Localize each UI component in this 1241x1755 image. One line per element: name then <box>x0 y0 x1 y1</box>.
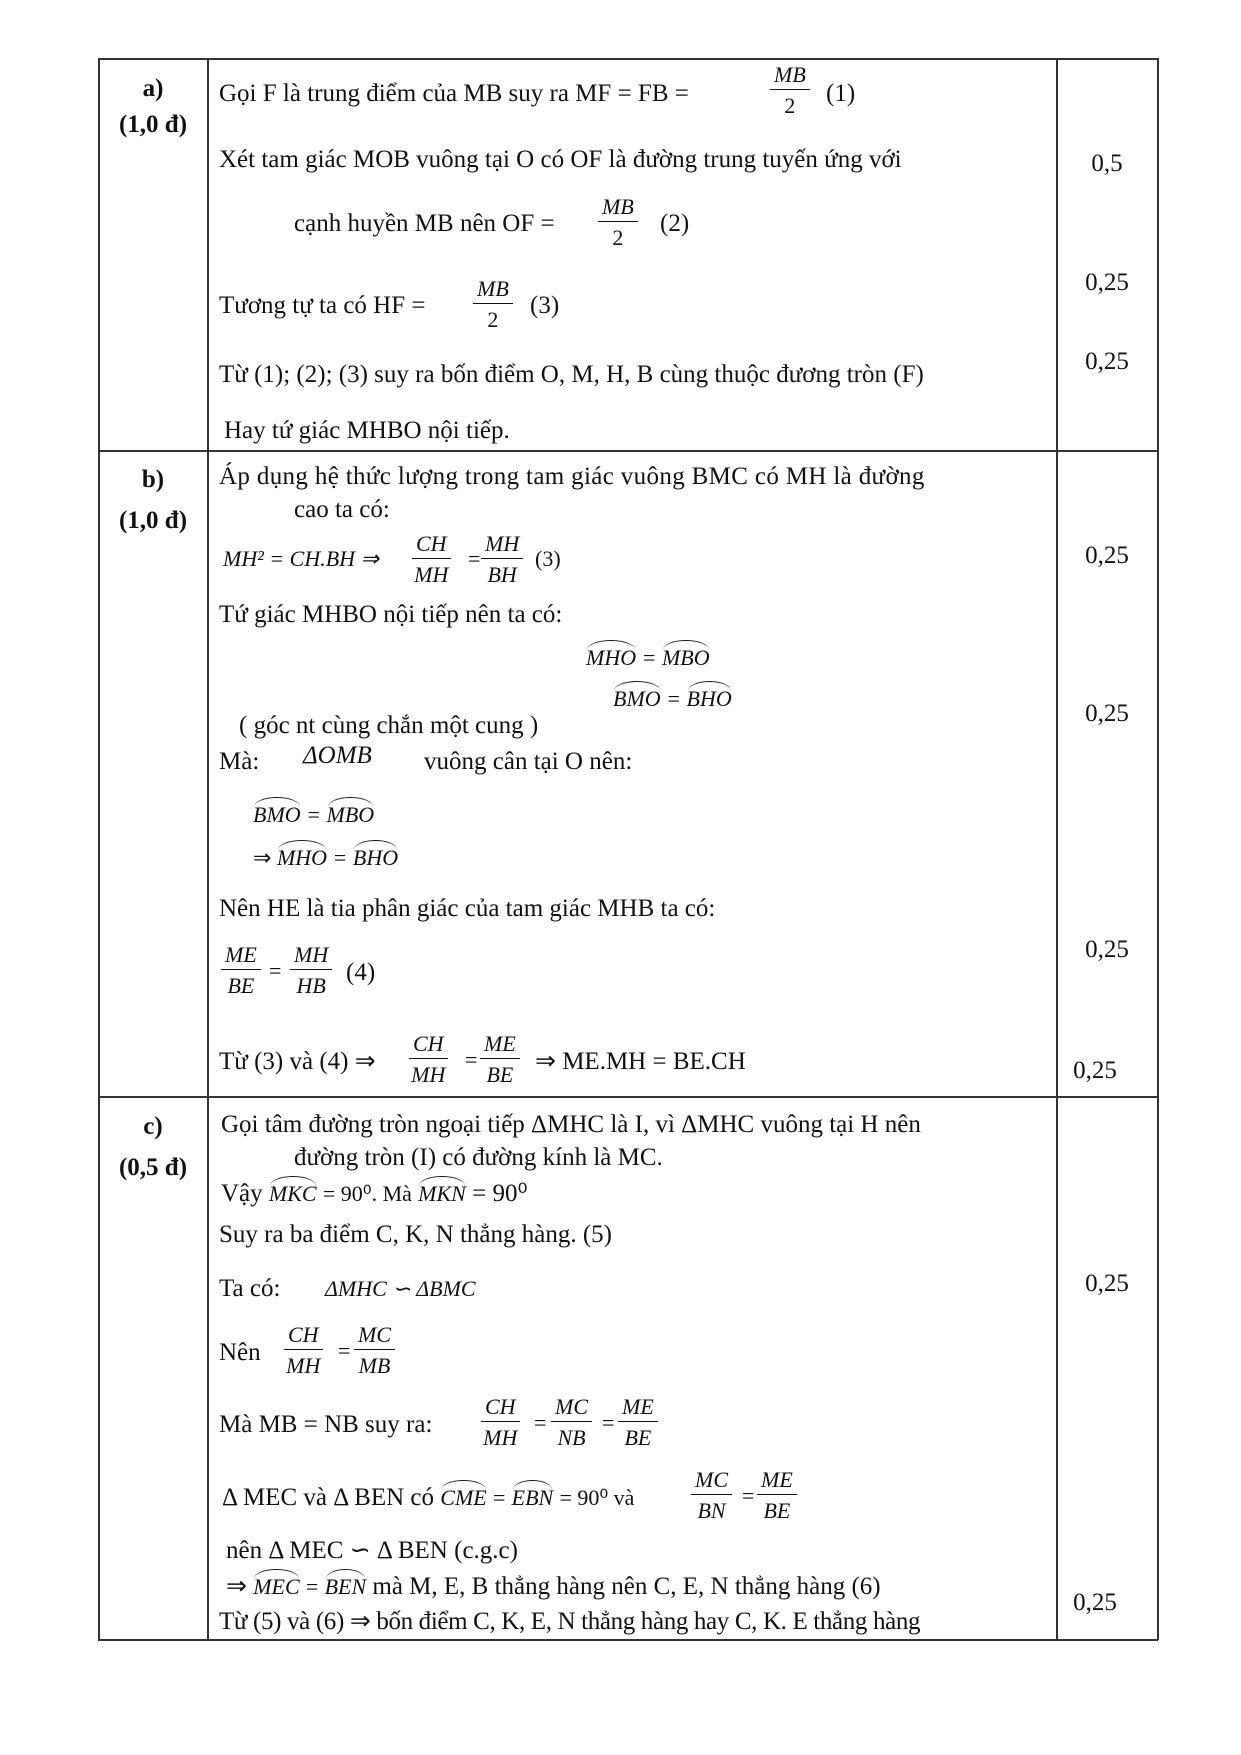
angle-cme: CME <box>440 1485 487 1510</box>
part-c-line-3-post: = 90⁰ <box>472 1180 528 1207</box>
part-a-line-1-text: Gọi F là trung điểm của MB suy ra MF = FB = <box>219 80 689 107</box>
angle-mbo: MBO <box>661 645 710 670</box>
part-a-line-4: Tương tự ta có HF = <box>219 292 426 319</box>
fraction-me-over-be: $\frac{ME}{BE}$ <box>221 944 261 997</box>
equation-ref-3: (3) <box>530 292 560 319</box>
equals-sign: = <box>468 546 481 571</box>
equals-sign: = <box>742 1483 755 1508</box>
part-c-label: c) <box>143 1113 163 1140</box>
angle-mho: MHO <box>276 845 328 870</box>
equals-sign: = <box>666 686 682 711</box>
angle-equation-bmo-bho <box>613 688 732 710</box>
table-border-left <box>98 58 100 1640</box>
part-c-line-10 <box>226 1574 881 1599</box>
part-c-line-3-pre: Vậy <box>221 1180 263 1207</box>
implies-symbol: ⇒ <box>226 1573 247 1600</box>
part-a-line-5: Từ (1); (2); (3) suy ra bốn điểm O, M, H, B cùng thuộc đương tròn (F) <box>219 361 924 388</box>
column-divider-label <box>207 58 209 1640</box>
part-c-line-10-post: mà M, E, B thẳng hàng nên C, E, N thẳng hàng (6) <box>372 1573 881 1600</box>
fraction-mc-over-mb: $\frac{MC}{MB}$ <box>354 1324 395 1377</box>
row-divider-ab <box>98 450 1158 452</box>
part-b-line-3: Tứ giác MHBO nội tiếp nên ta có: <box>219 601 563 628</box>
equals-sign: = <box>492 1485 506 1510</box>
fraction-mc-over-nb: $\frac{MC}{NB}$ <box>551 1396 592 1449</box>
score-b-1: 0,25 <box>1085 542 1129 569</box>
fraction-ch-over-mh: $\frac{CH}{MH}$ <box>412 533 451 586</box>
part-b-line-1: Áp dụng hệ thức lượng trong tam giác vuông BMC có MH là đường <box>219 463 925 490</box>
part-c-points: (0,5 đ) <box>118 1154 188 1181</box>
angle-ben: BEN <box>324 1574 367 1599</box>
part-c-line-7-pre: Mà MB = NB suy ra: <box>219 1411 433 1438</box>
equation-ref-1: (1) <box>826 80 856 107</box>
part-c-line-8-mid: = 90⁰ và <box>559 1485 635 1510</box>
score-a-3: 0,25 <box>1085 348 1129 375</box>
score-c-1: 0,25 <box>1085 1270 1129 1297</box>
equals-sign: = <box>641 645 657 670</box>
part-a-line-1 <box>219 81 689 106</box>
fraction-mb-over-2: $\frac{MB}{2}$ <box>598 196 638 249</box>
angle-equation-mho-mbo <box>586 647 710 669</box>
equals-sign: = <box>306 802 322 827</box>
part-c-line-2: đường tròn (I) có đường kính là MC. <box>294 1144 663 1171</box>
equation-ref-2: (2) <box>660 210 690 237</box>
fraction-me-over-be: $\frac{ME}{BE}$ <box>618 1396 658 1449</box>
angle-mho: MHO <box>586 645 637 670</box>
score-b-3: 0,25 <box>1085 936 1129 963</box>
equation-ref-4: (4) <box>346 959 376 986</box>
part-c-line-6-pre: Nên <box>219 1339 261 1366</box>
fraction-mc-over-bn: $\frac{MC}{BN}$ <box>691 1469 732 1522</box>
angle-bmo: BMO <box>613 686 661 711</box>
similar-triangles: ΔMHC ∽ ΔBMC <box>325 1276 476 1301</box>
fraction-mb-over-2: $\frac{MB}{2}$ <box>770 64 810 117</box>
table-border-right <box>1157 58 1159 1640</box>
equals-sign: = <box>338 1338 351 1363</box>
equals-sign: = <box>305 1574 319 1599</box>
part-b-points: (1,0 đ) <box>118 507 188 534</box>
fraction-me-over-be: $\frac{ME}{BE}$ <box>480 1033 520 1086</box>
score-b-2: 0,25 <box>1085 700 1129 727</box>
score-b-4: 0,25 <box>1073 1057 1117 1084</box>
score-a-2: 0,25 <box>1085 269 1129 296</box>
column-divider-score <box>1056 58 1058 1640</box>
angle-mkc: MKC <box>268 1181 317 1206</box>
angle-equation-mho-bho <box>253 847 398 869</box>
part-c-line-8-pre: Δ MEC và Δ BEN có <box>222 1484 435 1511</box>
equals-sign: = <box>602 1410 615 1435</box>
equals-sign: = <box>534 1410 547 1435</box>
part-c-line-8 <box>222 1485 634 1510</box>
part-b-line-5-pre: Mà: <box>219 748 260 775</box>
angle-bmo: BMO <box>253 802 301 827</box>
fraction-ch-over-mh: $\frac{CH}{MH}$ <box>284 1324 323 1377</box>
part-a-points: (1,0 đ) <box>118 111 188 138</box>
table-border-top <box>98 58 1158 60</box>
part-b-line-5-post: vuông cân tại O nên: <box>424 748 633 775</box>
part-a-line-2: Xét tam giác MOB vuông tại O có OF là đường trung tuyến ứng với <box>219 146 902 173</box>
table-border-bottom <box>98 1639 1158 1641</box>
part-c-line-3 <box>221 1181 527 1206</box>
fraction-mh-over-bh: $\frac{MH}{BH}$ <box>481 533 523 586</box>
angle-mbo: MBO <box>326 802 375 827</box>
row-divider-bc <box>98 1096 1158 1098</box>
part-b-line-4: ( góc nt cùng chắn một cung ) <box>239 712 539 739</box>
part-b-line-7-post: ⇒ ME.MH = BE.CH <box>535 1048 746 1075</box>
part-a-line-6: Hay tứ giác MHBO nội tiếp. <box>224 417 510 444</box>
part-c-line-9: nên Δ MEC ∽ Δ BEN (c.g.c) <box>226 1537 518 1564</box>
score-c-2: 0,25 <box>1073 1589 1117 1616</box>
part-c-line-3-mid: = 90⁰. Mà <box>322 1181 412 1206</box>
fraction-mb-over-2: $\frac{MB}{2}$ <box>473 278 513 331</box>
angle-equation-bmo-mbo <box>253 804 374 826</box>
fraction-ch-over-mh: $\frac{CH}{MH}$ <box>481 1396 520 1449</box>
score-a-1: 0,5 <box>1091 150 1123 177</box>
part-b-line-2: cao ta có: <box>294 496 390 523</box>
part-a-label: a) <box>142 75 164 102</box>
fraction-ch-over-mh: $\frac{CH}{MH}$ <box>409 1033 448 1086</box>
fraction-me-over-be: $\frac{ME}{BE}$ <box>757 1469 797 1522</box>
equals-sign: = <box>269 958 282 983</box>
part-a-line-3: cạnh huyền MB nên OF = <box>294 210 555 237</box>
angle-mec: MEC <box>253 1574 300 1599</box>
part-b-line-7-pre: Từ (3) và (4) ⇒ <box>219 1048 376 1075</box>
equation-mh-squared: MH² = CH.BH ⇒ <box>223 546 379 571</box>
angle-bho: BHO <box>686 686 732 711</box>
part-c-line-11: Từ (5) và (6) ⇒ bốn điểm C, K, E, N thẳng hàng hay C, K. E thẳng hàng <box>219 1608 921 1635</box>
equals-sign: = <box>332 845 348 870</box>
part-b-line-6: Nên HE là tia phân giác của tam giác MHB ta có: <box>219 895 716 922</box>
angle-mkn: MKN <box>418 1181 466 1206</box>
equation-ref-3: (3) <box>535 546 561 571</box>
equals-sign: = <box>465 1047 478 1072</box>
fraction-mh-over-hb: $\frac{MH}{HB}$ <box>290 944 332 997</box>
implies-symbol: ⇒ <box>253 845 272 870</box>
part-c-line-1: Gọi tâm đường tròn ngoại tiếp ΔMHC là I, vì ΔMHC vuông tại H nên <box>221 1111 921 1138</box>
part-c-line-5-pre: Ta có: <box>219 1275 281 1302</box>
triangle-omb: ΔOMB <box>303 742 372 769</box>
part-b-label: b) <box>141 466 165 493</box>
angle-ebn: EBN <box>511 1485 554 1510</box>
angle-bho: BHO <box>352 845 399 870</box>
part-c-line-4: Suy ra ba điểm C, K, N thẳng hàng. (5) <box>219 1221 612 1248</box>
